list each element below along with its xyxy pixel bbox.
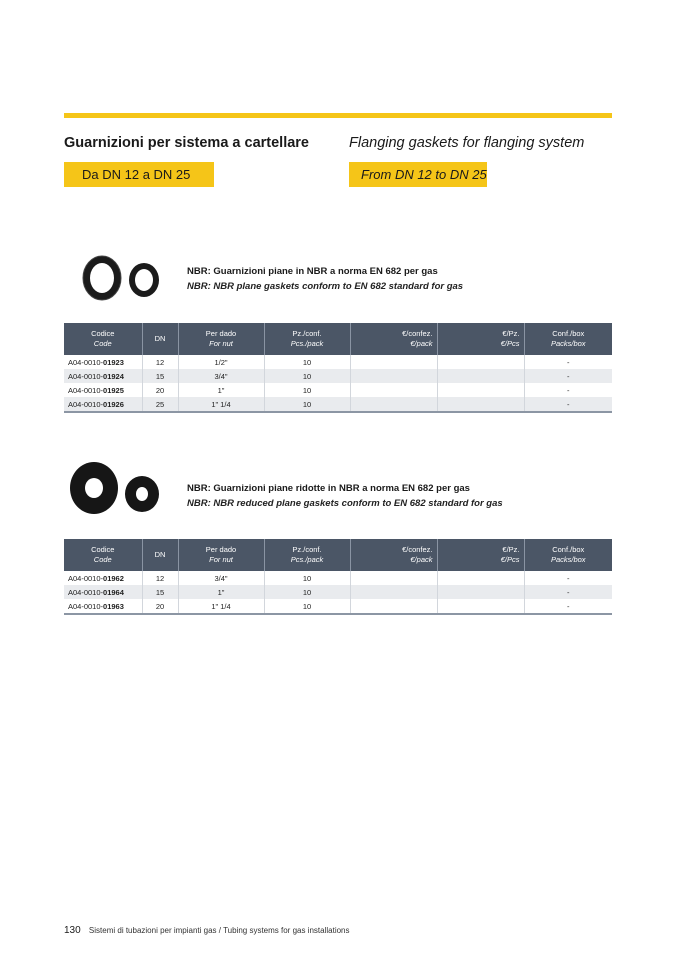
pack-price-cell [350,383,437,397]
nut-cell: 1" 1/4 [178,599,264,614]
pack-price-cell [350,599,437,614]
col-packs-box: Conf./box Packs/box [524,323,612,355]
pcs-price-cell [437,355,524,369]
product-heading-1 [187,264,463,294]
box-cell: - [567,357,570,367]
code-cell: A04-0010-01923 [64,355,142,369]
gasket-table-1 [64,323,612,413]
pcs-cell: 10 [264,599,350,614]
pcs-cell: 10 [264,585,350,599]
pcs-price-cell [437,599,524,614]
pcs-price-cell [437,369,524,383]
box-cell: - [524,369,612,383]
product-title-it: NBR: Guarnizioni piane ridotte in NBR a norma EN 682 per gas [187,483,470,494]
col-pack-price: €/confez. €/pack [350,323,437,355]
col-pcs-pack: Pz./conf. Pcs./pack [264,539,350,571]
pcs-price-cell [437,571,524,585]
pcs-price-cell [437,585,524,599]
dn-cell: 15 [142,585,178,599]
pcs-cell: 10 [264,383,350,397]
pack-price-cell [350,585,437,599]
page-footer [64,925,350,936]
col-pcs-price: €/Pz. €/Pcs [437,539,524,571]
nut-cell: 1/2" [178,355,264,369]
code-cell: A04-0010-01926 [64,397,142,412]
dn-cell: 20 [142,599,178,614]
nut-cell: 1" [178,383,264,397]
code-cell: A04-0010-01925 [64,383,142,397]
table-row [64,397,612,412]
code-cell: A04-0010-01963 [64,599,142,614]
box-cell: - [567,385,570,395]
box-cell: - [524,599,612,614]
nut-cell: 1" [178,585,264,599]
col-pcs-pack: Pz./conf. Pcs./pack [264,323,350,355]
accent-bar [64,113,612,118]
pcs-cell: 10 [264,369,350,383]
box-cell: - [524,397,612,412]
col-dn: DN [142,323,178,355]
dn-cell: 12 [142,355,178,369]
pcs-cell: 10 [264,397,350,412]
table-row [64,355,612,369]
table-row [64,369,612,383]
pcs-cell: 10 [264,571,350,585]
product-title-en: NBR: NBR reduced plane gaskets conform to EN 682 standard for gas [187,498,503,509]
table-row [64,571,612,585]
table-row [64,585,612,599]
gasket-table-2 [64,539,612,615]
box-cell: - [524,585,612,599]
pack-price-cell [350,397,437,412]
col-nut: Per dado For nut [178,539,264,571]
col-packs-box: Conf./box Packs/box [524,539,612,571]
pcs-price-cell [437,383,524,397]
page-number: 130 [64,925,81,936]
pack-price-cell [350,369,437,383]
col-pcs-price: €/Pz. €/Pcs [437,323,524,355]
dn-cell: 12 [142,571,178,585]
footer-text: Sistemi di tubazioni per impianti gas / Tubing systems for gas installations [88,926,350,935]
plane-gaskets-image [80,253,162,303]
dn-cell: 15 [142,369,178,383]
product-heading-2 [187,481,503,511]
dn-cell: 20 [142,383,178,397]
col-pack-price: €/confez. €/pack [350,539,437,571]
pack-price-cell [350,355,437,369]
pcs-price-cell [437,397,524,412]
section-title-it: Guarnizioni per sistema a cartellare [64,135,309,151]
table-row [64,383,612,397]
product-title-en: NBR: NBR plane gaskets conform to EN 682 standard for gas [187,281,464,292]
nut-cell: 1" 1/4 [178,397,264,412]
col-nut: Per dado For nut [178,323,264,355]
box-cell: - [567,573,570,583]
code-cell: A04-0010-01924 [64,369,142,383]
nut-cell: 3/4" [178,571,264,585]
range-badge-en: From DN 12 to DN 25 [349,162,487,187]
table-row [64,599,612,614]
dn-cell: 25 [142,397,178,412]
pcs-cell: 10 [264,355,350,369]
col-code: Codice Code [64,539,142,571]
code-cell: A04-0010-01962 [64,571,142,585]
section-title-en: Flanging gaskets for flanging system [349,135,585,151]
col-code: Codice Code [64,323,142,355]
pack-price-cell [350,571,437,585]
col-dn: DN [142,539,178,571]
range-badge-it: Da DN 12 a DN 25 [64,162,214,187]
code-cell: A04-0010-01964 [64,585,142,599]
reduced-gaskets-image [68,460,162,518]
product-title-it: NBR: Guarnizioni piane in NBR a norma EN 682 per gas [187,266,438,277]
nut-cell: 3/4" [178,369,264,383]
